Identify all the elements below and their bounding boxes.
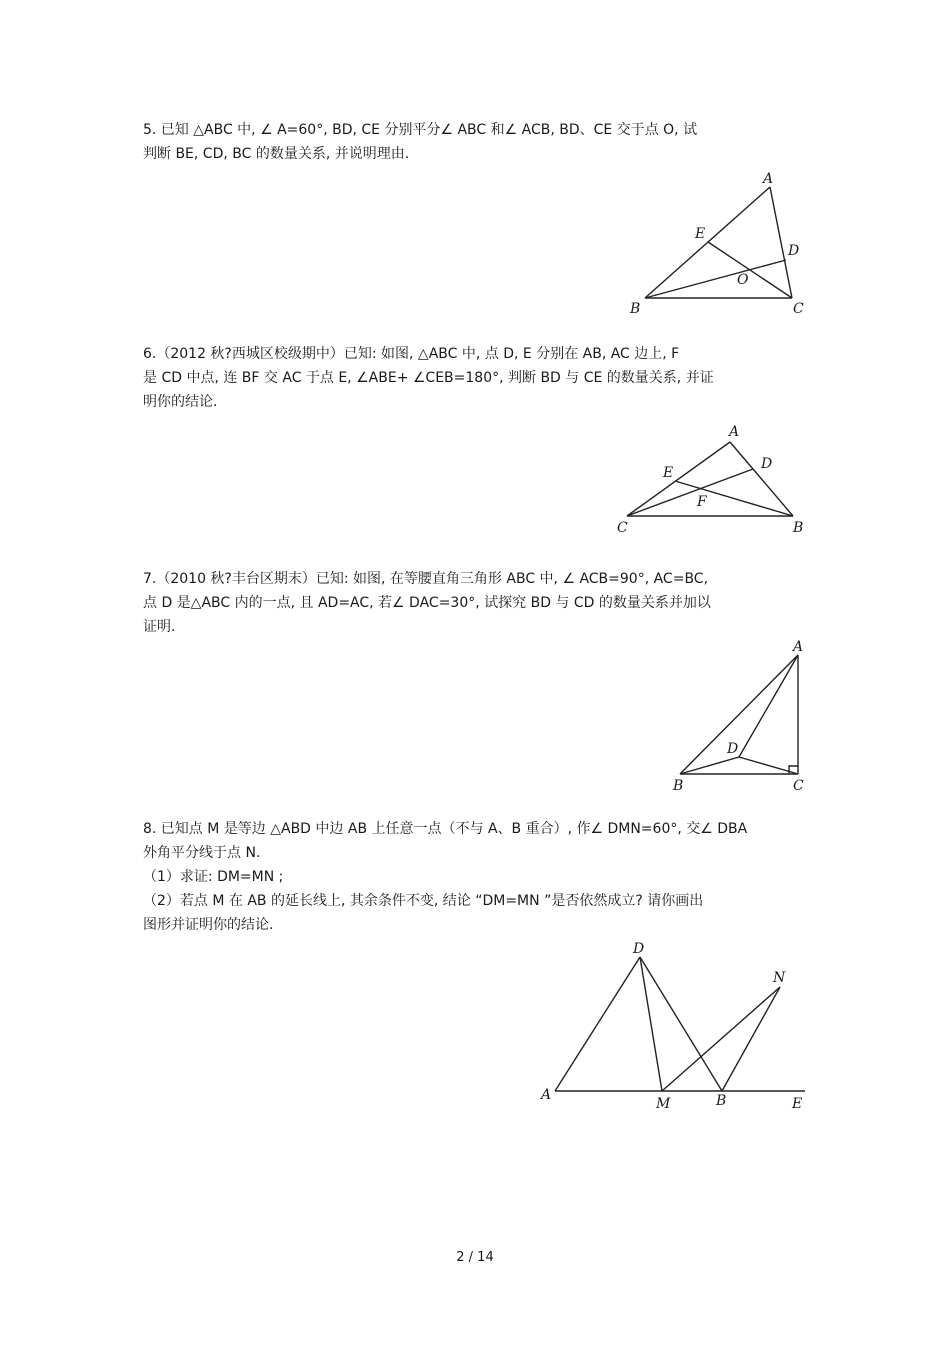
problem-8 xyxy=(143,817,808,937)
problem-8-line-2: 外角平分线于点 N. xyxy=(143,845,261,861)
figure-7-triangle xyxy=(665,635,825,800)
label-C: C xyxy=(793,778,804,794)
label-M: M xyxy=(656,1096,671,1112)
label-A: A xyxy=(793,639,804,655)
problem-6 xyxy=(143,342,808,414)
label-O: O xyxy=(737,272,749,288)
figure-8-triangle xyxy=(535,935,815,1120)
label-D: D xyxy=(633,941,645,957)
segment-BN xyxy=(722,987,780,1091)
problem-8-line-5: 图形并证明你的结论. xyxy=(143,917,274,933)
segment-DB xyxy=(640,957,722,1091)
label-C: C xyxy=(793,301,804,317)
segment-MN xyxy=(662,987,780,1091)
figure-5-triangle xyxy=(620,165,820,325)
label-B: B xyxy=(673,778,684,794)
label-N: N xyxy=(773,970,786,986)
label-D: D xyxy=(788,243,800,259)
label-A: A xyxy=(763,171,774,187)
label-E: E xyxy=(695,226,706,242)
problem-5-line-2: 判断 BE, CD, BC 的数量关系, 并说明理由. xyxy=(143,146,410,162)
figure-6-triangle xyxy=(605,420,815,540)
problem-8-line-4: （2）若点 M 在 AB 的延长线上, 其余条件不变, 结论 “DM=MN ”是否依然成立? 请你画出 xyxy=(143,893,704,909)
segment-CD xyxy=(627,469,753,516)
page-number: 2 / 14 xyxy=(456,1250,494,1265)
problem-6-line-2: 是 CD 中点, 连 BF 交 AC 于点 E, ∠ABE+ ∠CEB=180°, 判断 BD 与 CE 的数量关系, 并证 xyxy=(143,370,714,386)
problem-7 xyxy=(143,567,808,639)
label-D: D xyxy=(761,456,773,472)
label-A: A xyxy=(729,424,740,440)
label-D: D xyxy=(727,741,739,757)
problem-7-line-2: 点 D 是△ABC 内的一点, 且 AD=AC, 若∠ DAC=30°, 试探究 BD 与 CD 的数量关系并加以 xyxy=(143,595,711,611)
problem-7-line-3: 证明. xyxy=(143,619,176,635)
label-B: B xyxy=(630,301,641,317)
problem-8-line-1: 8. 已知点 M 是等边 △ABD 中边 AB 上任意一点（不与 A、B 重合）, 作∠ DMN=60°, 交∠ DBA xyxy=(143,821,748,837)
segment-AB xyxy=(730,442,793,516)
problem-7-line-1: 7.（2010 秋?丰台区期末）已知: 如图, 在等腰直角三角形 ABC 中, ∠ ACB=90°, AC=BC, xyxy=(143,571,709,587)
label-A: A xyxy=(541,1087,552,1103)
label-E: E xyxy=(792,1096,803,1112)
label-F: F xyxy=(697,494,707,510)
segment-AD xyxy=(555,957,640,1091)
label-B: B xyxy=(716,1093,727,1109)
problem-6-line-1: 6.（2012 秋?西城区校级期中）已知: 如图, △ABC 中, 点 D, E 分别在 AB, AC 边上, F xyxy=(143,346,680,362)
label-B: B xyxy=(793,520,804,536)
problem-5-line-1: 5. 已知 △ABC 中, ∠ A=60°, BD, CE 分别平分∠ ABC 和∠ ACB, BD、CE 交于点 O, 试 xyxy=(143,122,698,138)
segment-CA xyxy=(627,442,730,516)
problem-8-line-3: （1）求证: DM=MN ; xyxy=(143,869,284,885)
problem-6-line-3: 明你的结论. xyxy=(143,394,218,410)
segment-BE xyxy=(675,481,793,516)
label-C: C xyxy=(617,520,628,536)
segment-DM xyxy=(640,957,662,1091)
label-E: E xyxy=(663,465,674,481)
problem-5 xyxy=(143,118,808,166)
segment-CE xyxy=(708,242,792,298)
